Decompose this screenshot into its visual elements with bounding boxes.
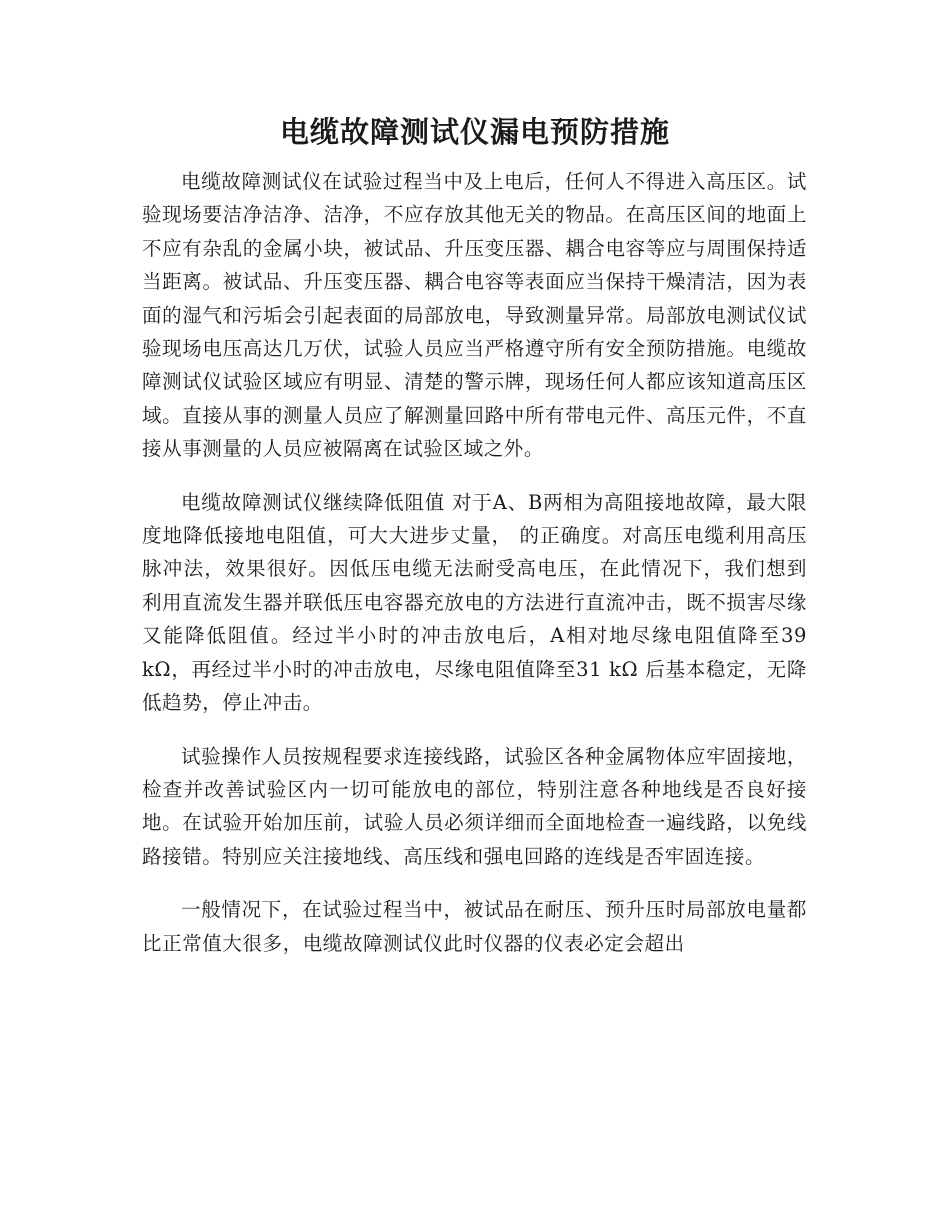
paragraph: 电缆故障测试仪继续降低阻值 对于A、B两相为高阻接地故障，最大限度地降低接地电阻值，可大大进步丈量， 的正确度。对高压电缆利用高压脉冲法，效果很好。因低压电缆无法耐受高电压，在此情况下，我们想到 利用直流发生器并联低压电容器充放电的方法进行直流冲击，既不损害尽缘 又能降低阻值。经过半小时的冲击放电后，A相对地尽缘电阻值降至39 kΩ，再经过半小时的冲击放电，尽缘电阻值降至31 kΩ 后基本稳定，无降低趋势，停止冲击。 — [142, 490, 807, 715]
paragraph: 电缆故障测试仪在试验过程当中及上电后，任何人不得进入高压区。试验现场要洁净洁净、洁净，不应存放其他无关的物品。在高压区间的地面上不应有杂乱的金属小块，被试品、升压变压器、耦合电容等应与周围保持适当距离。被试品、升压变压器、耦合电容等表面应当保持干燥清洁，因为表面的湿气和污垢会引起表面的局部放电，导致测量异常。局部放电测试仪试验现场电压高达几万伏，试验人员应当严格遵守所有安全预防措施。电缆故障测试仪试验区域应有明显、清楚的警示牌，现场任何人都应该知道高压区域。直接从事的测量人员应了解测量回路中所有带电元件、高压元件，不直接从事测量的人员应被隔离在试验区域之外。 — [142, 170, 807, 461]
document-title: 电缆故障测试仪漏电预防措施 — [279, 115, 670, 149]
document-body — [142, 165, 807, 980]
paragraph: 试验操作人员按规程要求连接线路，试验区各种金属物体应牢固接地，检查并改善试验区内一切可能放电的部位，特别注意各种地线是否良好接地。在试验开始加压前，试验人员必须详细而全面地检查一遍线路，以免线路接错。特别应关注接地线、高压线和强电回路的连线是否牢固连接。 — [142, 744, 807, 868]
paragraph: 一般情况下，在试验过程当中，被试品在耐压、预升压时局部放电量都比正常值大很多，电缆故障测试仪此时仪器的仪表必定会超出 — [142, 898, 807, 955]
